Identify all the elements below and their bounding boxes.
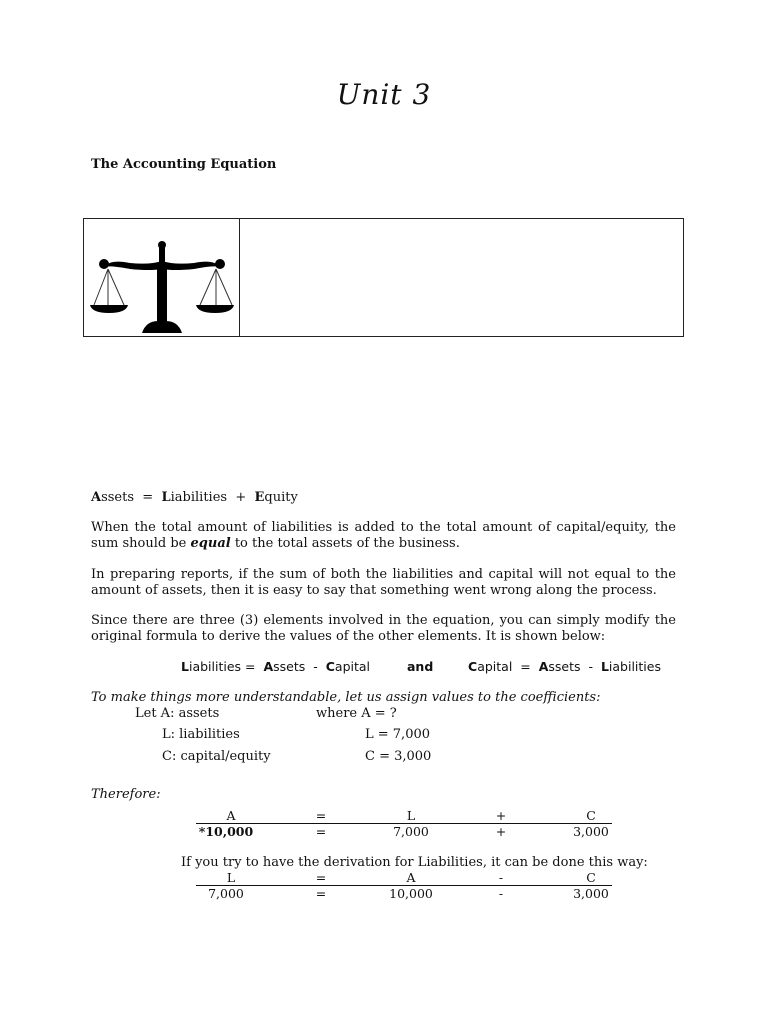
paragraph-elements: Since there are three (3) elements involved in the equation, you can simply modify the original formula to derive the values of the other elements. It is shown below: <box>91 613 676 644</box>
therefore-label: Therefore: <box>91 787 161 802</box>
formula-connector: and <box>407 659 434 674</box>
assign-def-c: C: capital/equity <box>162 749 271 764</box>
box-divider <box>239 219 240 336</box>
assign-intro: To make things more understandable, let us assign values to the coefficients: <box>91 690 601 705</box>
assign-val-l: L = 7,000 <box>365 727 431 742</box>
table-row: L = A - C <box>196 870 612 886</box>
table-row: A = L + C <box>196 808 612 824</box>
paragraph-equal: When the total amount of liabilities is added to the total amount of capital/equity, the sum should be equal to the total assets of the business. <box>91 520 676 551</box>
assign-val-c: C = 3,000 <box>365 749 432 764</box>
table-row: *10,000 = 7,000 + 3,000 <box>198 824 609 839</box>
equation-table-assets <box>196 808 612 840</box>
balance-scale-icon <box>90 239 234 335</box>
assign-def-a: Let A: assets <box>135 706 220 721</box>
equation-table-liabilities <box>196 870 612 902</box>
accounting-equation: Assets = Liabilities + Equity <box>91 490 298 505</box>
illustration-box <box>83 218 684 337</box>
paragraph-reports: In preparing reports, if the sum of both the liabilities and capital will not equal to the amount of assets, then it is easy to say that something went wrong along the process. <box>91 567 676 598</box>
formula-capital: Capital = Assets - Liabilities <box>468 659 661 674</box>
table-row: 7,000 = 10,000 - 3,000 <box>208 886 609 901</box>
section-heading: The Accounting Equation <box>91 157 277 172</box>
derivation-text: If you try to have the derivation for Liabilities, it can be done this way: <box>181 855 648 870</box>
formula-liabilities: Liabilities = Assets - Capital <box>181 659 371 674</box>
assign-def-l: L: liabilities <box>162 727 240 742</box>
assign-val-a: where A = ? <box>316 706 397 721</box>
page-title: Unit 3 <box>336 78 432 111</box>
